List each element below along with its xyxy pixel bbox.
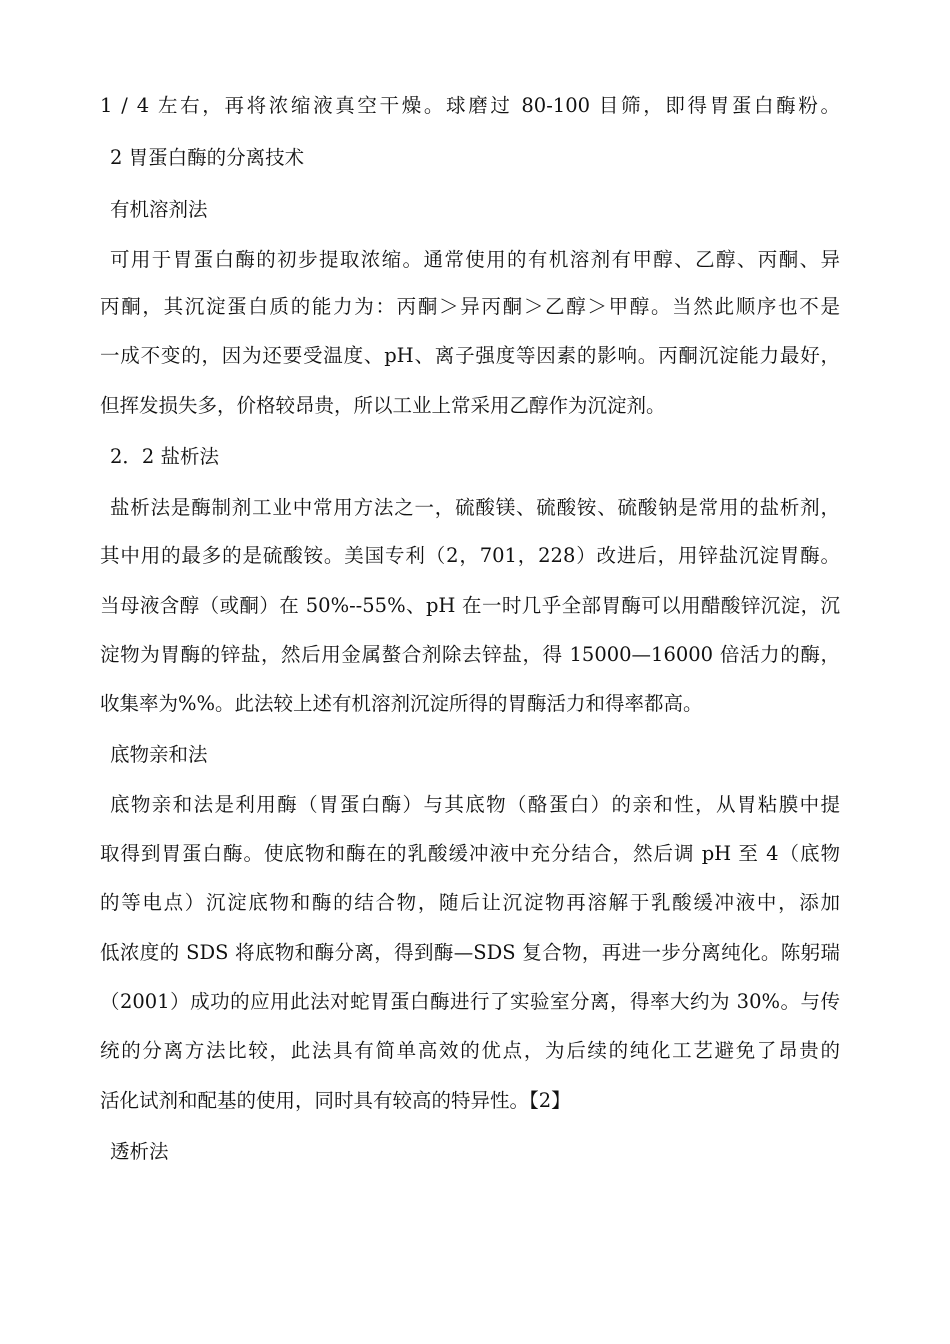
subheading-salting-out-method: 2．2 盐析法 [110,445,220,468]
paragraph-line-organic-4: 但挥发损失多，价格较昂贵，所以工业上常采用乙醇作为沉淀剂。 [100,394,666,417]
paragraph-line-affinity-2: 取得到胃蛋白酶。使底物和酶在的乳酸缓冲液中充分结合，然后调 pH 至 4（底物 [100,842,840,865]
paragraph-line-salting-5: 收集率为%%。此法较上述有机溶剂沉淀所得的胃酶活力和得率都高。 [100,692,703,715]
paragraph-line-organic-3: 一成不变的，因为还要受温度、pH、离子强度等因素的影响。丙酮沉淀能力最好， [100,344,840,367]
subheading-dialysis-method: 透析法 [110,1140,169,1163]
paragraph-line-salting-4: 淀物为胃酶的锌盐，然后用金属螯合剂除去锌盐，得 15000—16000 倍活力的酶， [100,643,840,666]
paragraph-line-affinity-7: 活化试剂和配基的使用，同时具有较高的特异性。【2】 [100,1089,571,1112]
paragraph-line-salting-3: 当母液含醇（或酮）在 50%--55%、pH 在一时几乎全部胃酶可以用醋酸锌沉淀，沉 [100,594,840,617]
paragraph-line-affinity-4: 低浓度的 SDS 将底物和酶分离，得到酶—SDS 复合物，再进一步分离纯化。陈躬瑞 [100,941,840,964]
paragraph-line-affinity-3: 的等电点）沉淀底物和酶的结合物，随后让沉淀物再溶解于乳酸缓冲液中，添加 [100,891,840,914]
paragraph-line-affinity-1: 底物亲和法是利用酶（胃蛋白酶）与其底物（酪蛋白）的亲和性，从胃粘膜中提 [110,793,840,816]
subheading-organic-solvent-method: 有机溶剂法 [110,198,208,221]
paragraph-line-1: 1 / 4 左右，再将浓缩液真空干燥。球磨过 80-100 目筛，即得胃蛋白酶粉。 [100,94,840,117]
paragraph-line-salting-2: 其中用的最多的是硫酸铵。美国专利（2，701，228）改进后，用锌盐沉淀胃酶。 [100,544,840,567]
paragraph-line-affinity-6: 统的分离方法比较，此法具有简单高效的优点，为后续的纯化工艺避免了昂贵的 [100,1039,840,1062]
paragraph-line-salting-1: 盐析法是酶制剂工业中常用方法之一，硫酸镁、硫酸铵、硫酸钠是常用的盐析剂， [110,496,840,519]
section-heading-separation-techniques: 2 胃蛋白酶的分离技术 [110,146,305,169]
subheading-substrate-affinity-method: 底物亲和法 [110,743,208,766]
paragraph-line-affinity-5: （2001）成功的应用此法对蛇胃蛋白酶进行了实验室分离，得率大约为 30%。与传 [100,990,840,1013]
paragraph-line-organic-2: 丙酮，其沉淀蛋白质的能力为：丙酮＞异丙酮＞乙醇＞甲醇。当然此顺序也不是 [100,295,840,318]
paragraph-line-organic-1: 可用于胃蛋白酶的初步提取浓缩。通常使用的有机溶剂有甲醇、乙醇、丙酮、异 [110,248,840,271]
